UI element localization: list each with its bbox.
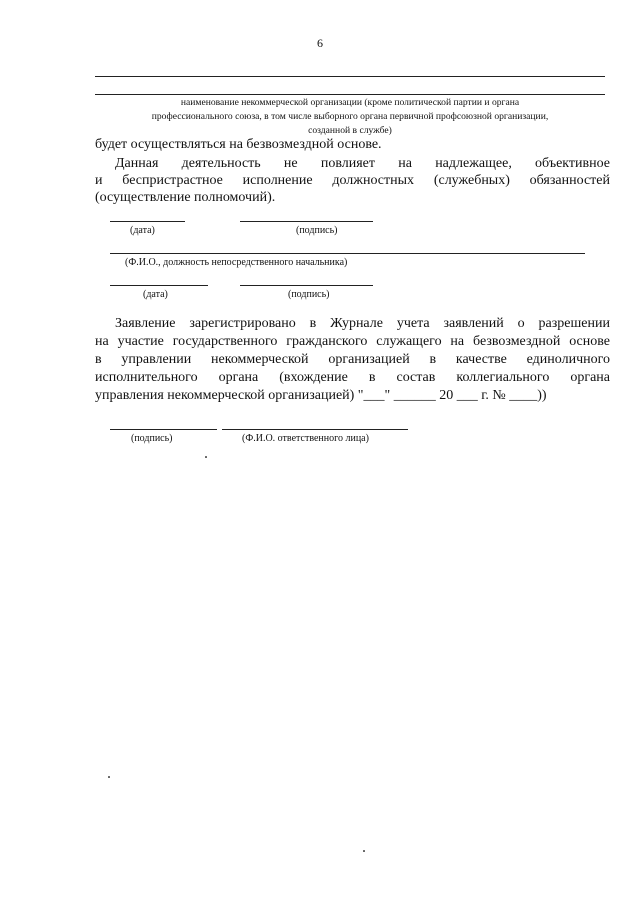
scan-speck	[363, 850, 365, 852]
registration-line-4: исполнительного органа (вхождение в состав коллегиального органа	[95, 370, 610, 385]
date-label-2: (дата)	[143, 289, 168, 300]
registration-signature-line	[110, 429, 217, 430]
org-name-line-2	[95, 94, 605, 95]
registration-signature-label: (подпись)	[131, 433, 173, 444]
registration-line-3: в управлении некоммерческой организацией в качестве единоличного	[95, 352, 610, 367]
activity-paragraph	[95, 155, 610, 206]
activity-line-3: (осуществление полномочий).	[95, 190, 276, 205]
responsible-person-line	[222, 429, 408, 430]
activity-line-1: Данная деятельность не повлияет на надлежащее, объективное	[115, 156, 610, 171]
manager-label: (Ф.И.О., должность непосредственного начальника)	[125, 257, 348, 268]
signature-label-1: (подпись)	[296, 225, 338, 236]
date-line-1	[110, 221, 185, 222]
org-caption-line-3: созданной в службе)	[308, 125, 392, 136]
org-caption-line-2: профессионального союза, в том числе выборного органа первичной профсоюзной организации,	[151, 111, 549, 122]
responsible-person-label: (Ф.И.О. ответственного лица)	[242, 433, 369, 444]
registration-line-5: управления некоммерческой организацией) "___" ______ 20 ___ г. № ____))	[95, 388, 547, 403]
page-number: 6	[317, 36, 323, 50]
signature-line-2	[240, 285, 373, 286]
date-label-1: (дата)	[130, 225, 155, 236]
signature-line-1	[240, 221, 373, 222]
scan-speck	[205, 456, 207, 458]
org-caption	[95, 96, 605, 138]
registration-line-2: на участие государственного гражданского служащего на безвозмездной основе	[95, 334, 610, 349]
registration-paragraph	[95, 315, 610, 405]
signature-label-2: (подпись)	[288, 289, 330, 300]
free-basis-text: будет осуществляться на безвозмездной основе.	[95, 137, 382, 152]
date-line-2	[110, 285, 208, 286]
activity-line-2: и беспристрастное исполнение должностных (служебных) обязанностей	[95, 173, 610, 188]
registration-line-1: Заявление зарегистрировано в Журнале учета заявлений о разрешении	[115, 316, 610, 331]
manager-line	[110, 253, 585, 254]
scan-speck	[108, 776, 110, 778]
org-caption-line-1: наименование некоммерческой организации (кроме политической партии и органа	[180, 97, 520, 108]
org-name-line-1	[95, 76, 605, 77]
